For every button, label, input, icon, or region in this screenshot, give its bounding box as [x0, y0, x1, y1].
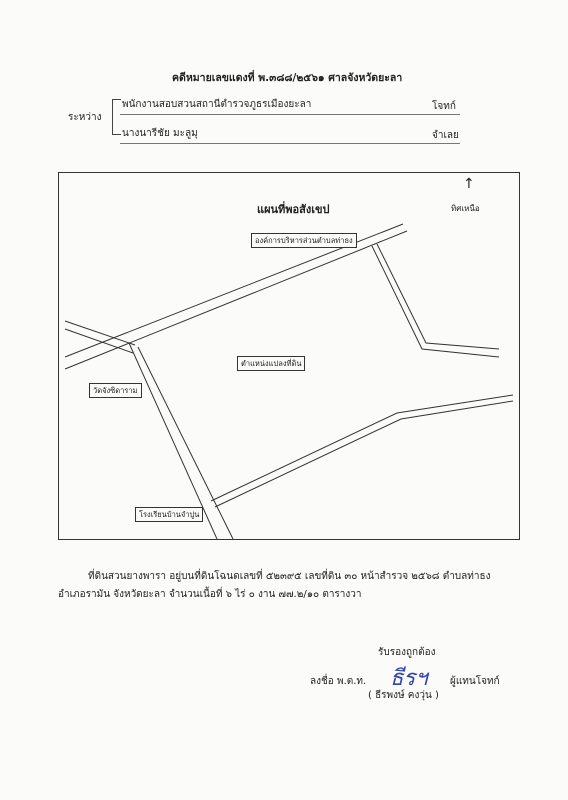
map-label-land-plot: ตำแหน่งแปลงที่ดิน	[237, 356, 305, 371]
defendant-name: นางนารีชัย มะลูมุ	[122, 128, 198, 139]
signature: ธีรฯ	[390, 666, 428, 691]
main-road-edge-north	[65, 231, 407, 369]
map-label-temple: วัดจังซิดาราม	[89, 383, 142, 398]
certified-text: รับรองถูกต้อง	[378, 647, 436, 658]
plot-boundary-northeast-inner	[377, 244, 499, 349]
plaintiff-role: โจทก์	[432, 101, 456, 112]
sketch-map	[58, 172, 520, 540]
printed-name: ( ธีรพงษ์ คงวุ่น )	[368, 690, 439, 701]
party-brace	[112, 99, 121, 135]
map-label-sao: องค์การบริหารส่วนตำบลท่าธง	[251, 233, 357, 248]
north-arrow-icon: ↑	[463, 176, 475, 192]
land-description-line2: อำเภอรามัน จังหวัดยะลา จำนวนเนื้อที่ ๖ ไร่ ๐ งาน ๗๗.๒/๑๐ ตารางวา	[58, 589, 362, 600]
plaintiff-underline	[120, 114, 460, 115]
between-label: ระหว่าง	[68, 112, 102, 123]
plaintiff-name: พนักงานสอบสวนสถานีตำรวจภูธรเมืองยะลา	[122, 99, 312, 110]
defendant-role: จำเลย	[432, 130, 459, 141]
map-title: แผนที่พอสังเขป	[257, 203, 330, 216]
signed-label: ลงชื่อ พ.ต.ท.	[310, 676, 367, 687]
land-description-line1: ที่ดินสวนยางพารา อยู่บนที่ดินโฉนดเลขที่ ๕๒๓๙๕ เลขที่ดิน ๓๐ หน้าสำรวจ ๒๕๖๘ ตำบลท่าธง	[88, 571, 491, 582]
defendant-underline	[120, 143, 460, 144]
plot-boundary-south-inner	[215, 401, 513, 507]
representative-role: ผู้แทนโจทก์	[450, 676, 500, 687]
plot-boundary-northeast	[372, 246, 499, 357]
north-label: ทิศเหนือ	[451, 204, 480, 213]
map-label-school: โรงเรียนบ้านจำปูน	[135, 507, 203, 522]
case-title: คดีหมายเลขแดงที่ พ.๓๘๘/๒๕๖๑ ศาลจังหวัดยะลา	[172, 72, 403, 84]
plot-boundary-south	[211, 395, 513, 501]
